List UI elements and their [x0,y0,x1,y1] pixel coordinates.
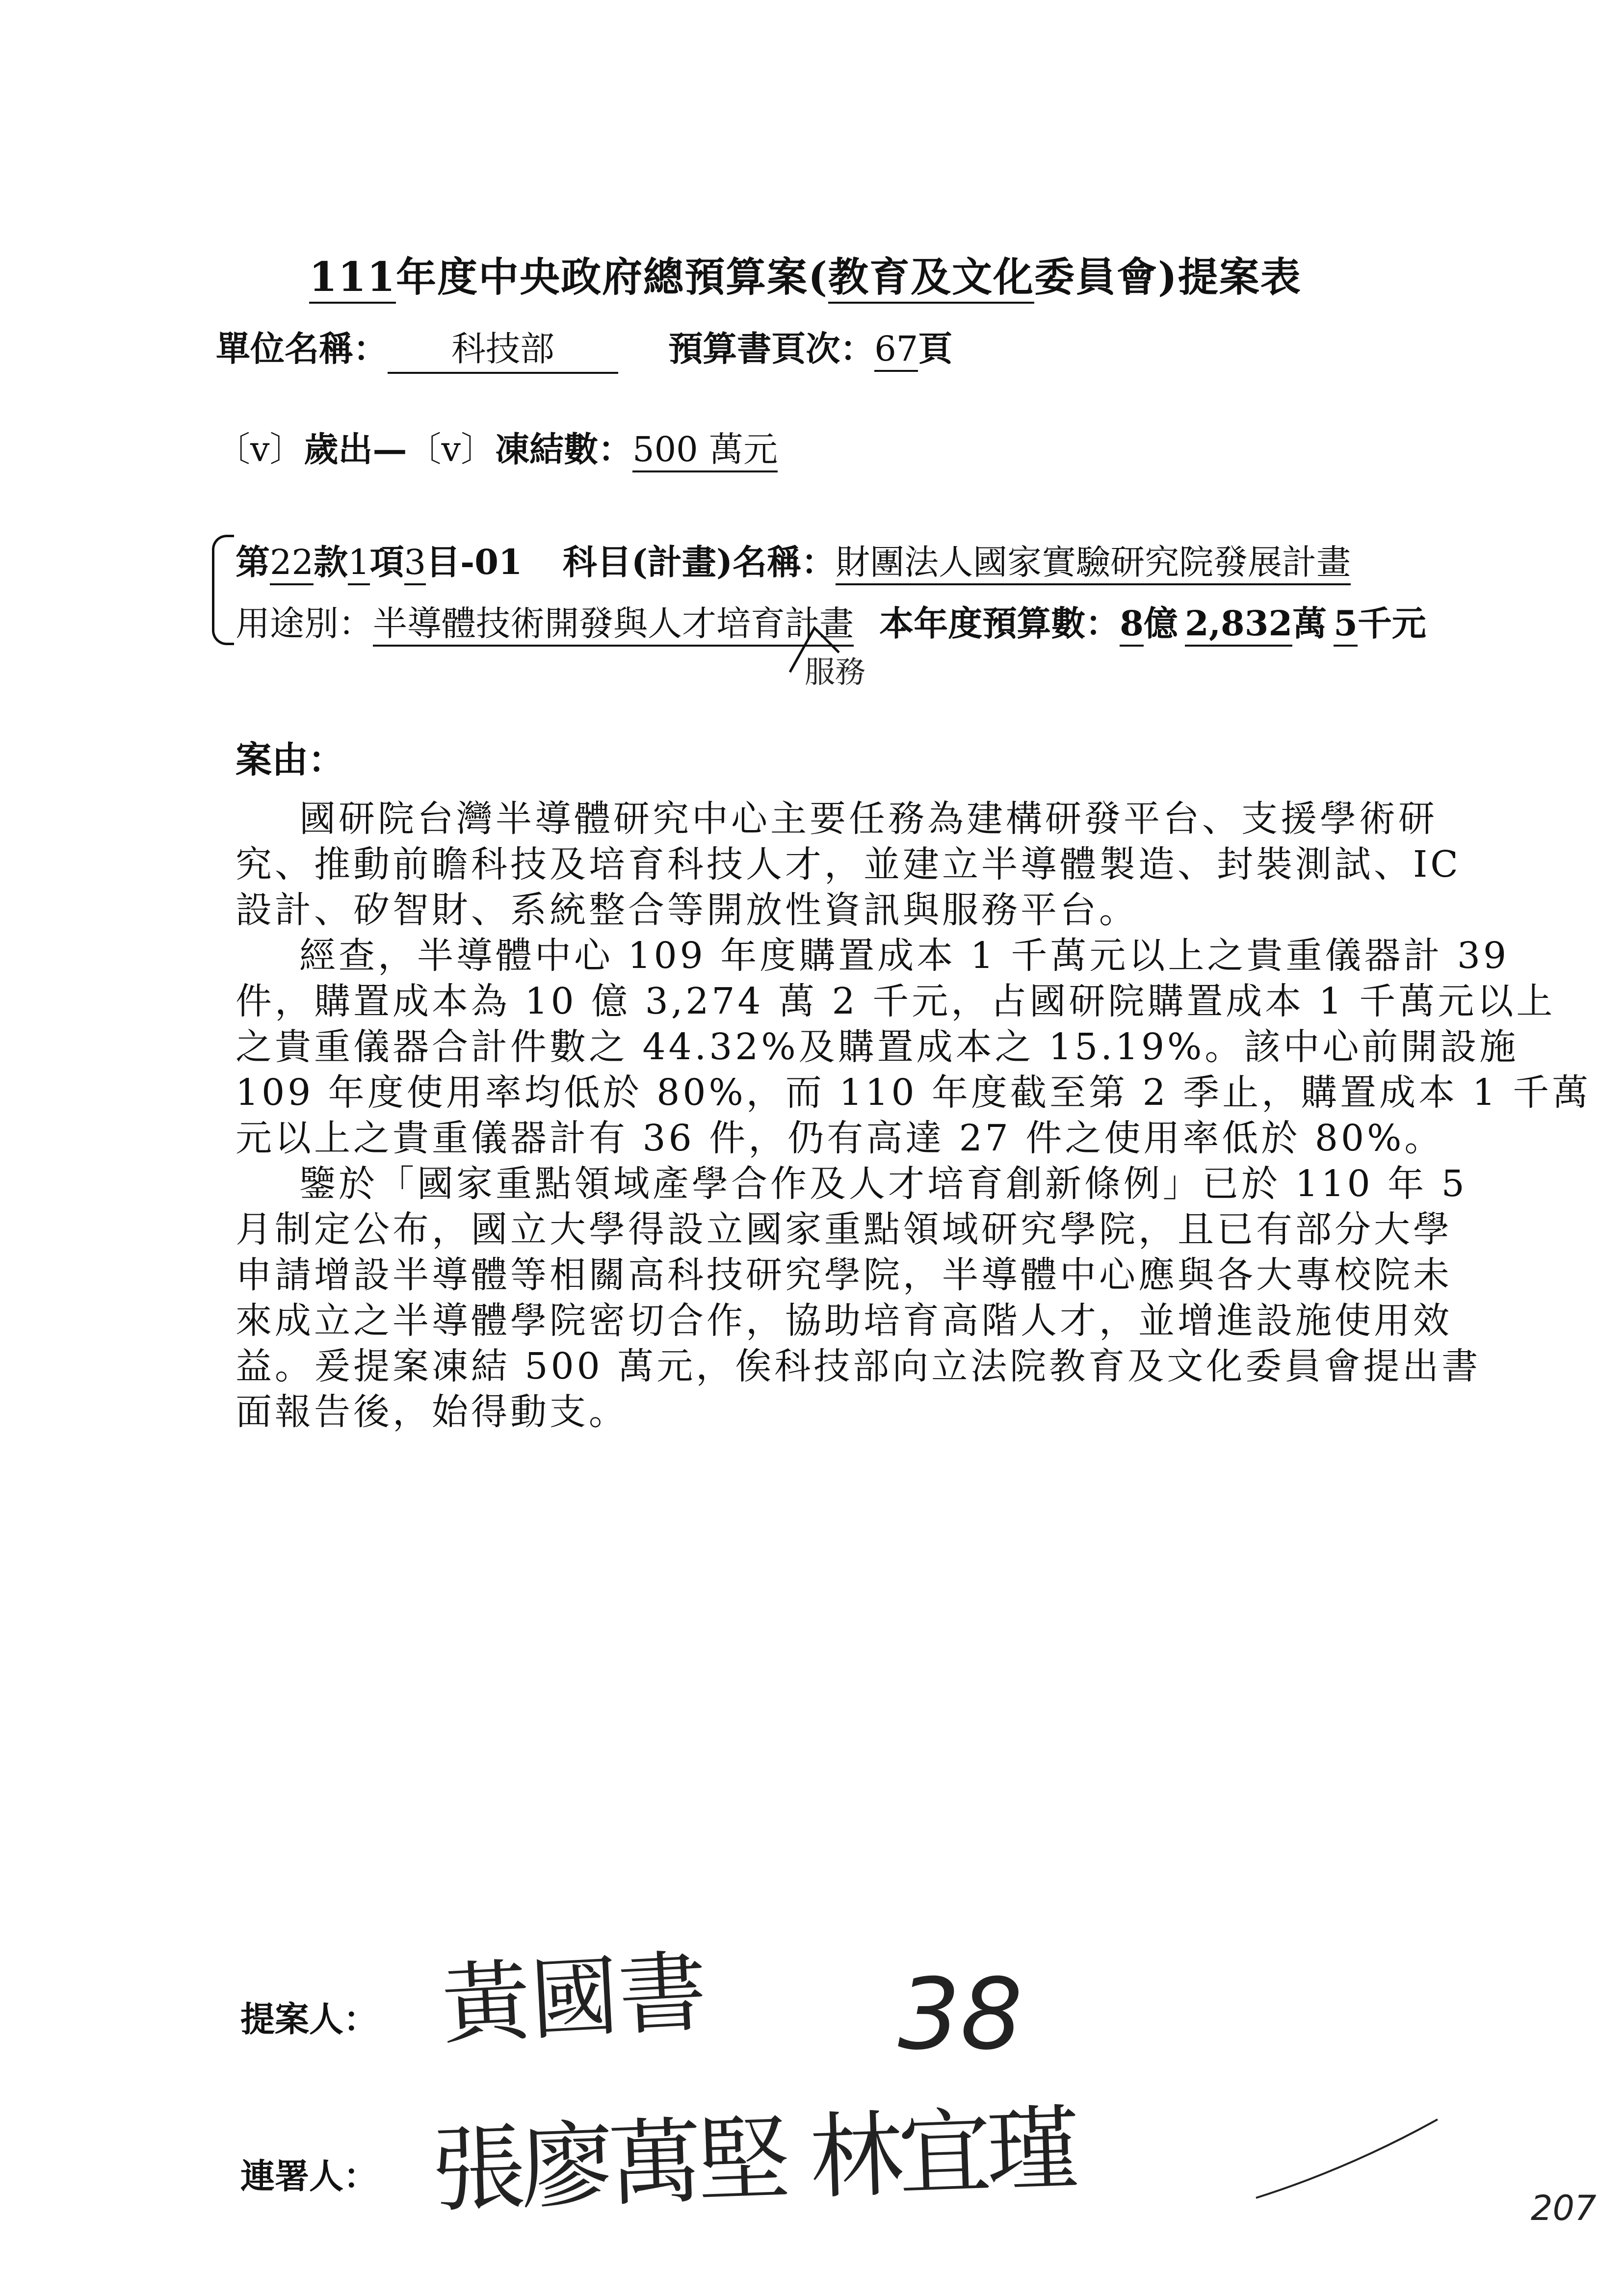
page-value: 67 [874,329,918,372]
title-year: 111 [309,254,396,304]
reason-line: 申請增設半導體等相關高科技研究學院，半導體中心應與各大專校院未 [236,1254,1452,1296]
reason-heading: 案由： [236,739,344,781]
reason-line: 件，購置成本為 10 億 3,274 萬 2 千元，占國研院購置成本 1 千萬元以上 [236,980,1556,1022]
freeze-label: 凍結數： [495,429,633,470]
cosigner-signatures: 張廖萬堅 林宜瑾 [430,2094,1077,2225]
reason-line: 設計、矽智財、系統整合等開放性資訊與服務平台。 [236,889,1138,931]
proposer-label: 提案人： [240,1999,378,2039]
title-committee: 教育及文化 [828,254,1034,304]
title-pre: 年度中央政府總預算案( [396,254,828,301]
reason-line: 鑒於「國家重點領域產學合作及人才培育創新條例」已於 110 年 5 [299,1163,1467,1205]
subject-p4: 目-01 [426,542,523,582]
reason-line: 109 年度使用率均低於 80%，而 110 年度截至第 2 季止，購置成本 1 千萬 [236,1071,1592,1114]
unit-row [216,321,952,374]
expenditure-checkbox: 〔v〕 [216,429,304,470]
page-label: 預算書頁次： [668,328,875,369]
reason-line: 月制定公布，國立大學得設立國家重點領域研究學院，且已有部分大學 [236,1208,1452,1251]
subject-kuan: 22 [270,542,314,585]
reason-line: 來成立之半導體學院密切合作，協助培育高階人才，並增進設施使用效 [236,1300,1452,1342]
unit-label: 單位名稱： [216,328,388,369]
subject-row [236,535,1351,584]
subject-mu: 3 [404,542,426,585]
reason-line: 元以上之貴重儀器計有 36 件，仍有高達 27 件之使用率低於 80%。 [236,1117,1444,1159]
subject-p1: 第 [236,542,270,582]
use-label: 用途別： [236,603,373,644]
subject-p3: 項 [369,542,404,582]
handwritten-number: 38 [898,1957,1023,2072]
reason-line: 究、推動前瞻科技及培育科技人才，並建立半導體製造、封裝測試、IC [236,843,1461,886]
proposer-signature: 黃國書 [439,1940,709,2057]
subject-p2: 款 [314,542,348,582]
title-post: 委員會)提案表 [1034,254,1302,301]
budget-wan: 2,832 [1185,603,1292,647]
reason-line: 國研院台灣半導體研究中心主要任務為建構研發平台、支援學術研 [299,798,1438,840]
handwritten-correction: 服務 [805,654,866,690]
freeze-row [216,422,778,471]
subject-name-value: 財團法人國家實驗研究院發展計畫 [836,542,1351,585]
expenditure-label: 歲出— [304,429,407,470]
page-title [309,245,1302,303]
cosigner-label: 連署人： [240,2149,378,2198]
subject-xiang: 1 [348,542,370,585]
budget-qian-unit: 千元 [1357,603,1426,644]
reason-line: 益。爰提案凍結 500 萬元，俟科技部向立法院教育及文化委員會提出書 [236,1345,1481,1387]
budget-wan-unit: 萬 [1292,603,1327,644]
page-suffix: 頁 [918,328,953,369]
signature-stroke [1251,2110,1447,2208]
reason-line: 之貴重儀器合計件數之 44.32%及購置成本之 15.19%。該中心前開設施 [236,1026,1519,1068]
unit-value: 科技部 [388,321,618,374]
budget-yi-unit: 億 [1143,603,1178,644]
handwritten-page-number: 207 [1531,2188,1597,2228]
budget-label: 本年度預算數： [879,603,1120,644]
freeze-amount: 500 萬元 [632,429,778,472]
reason-line: 經查，半導體中心 109 年度購置成本 1 千萬元以上之貴重儀器計 39 [299,935,1510,977]
use-value: 半導體技術開發與人才培育計畫 [373,603,854,647]
freeze-checkbox: 〔v〕 [407,429,496,470]
reason-line: 面報告後，始得動支。 [236,1391,628,1433]
budget-qian: 5 [1334,603,1358,647]
subject-name-label: 科目(計畫)名稱： [562,542,836,582]
left-bracket [212,535,234,645]
budget-yi: 8 [1120,603,1144,647]
